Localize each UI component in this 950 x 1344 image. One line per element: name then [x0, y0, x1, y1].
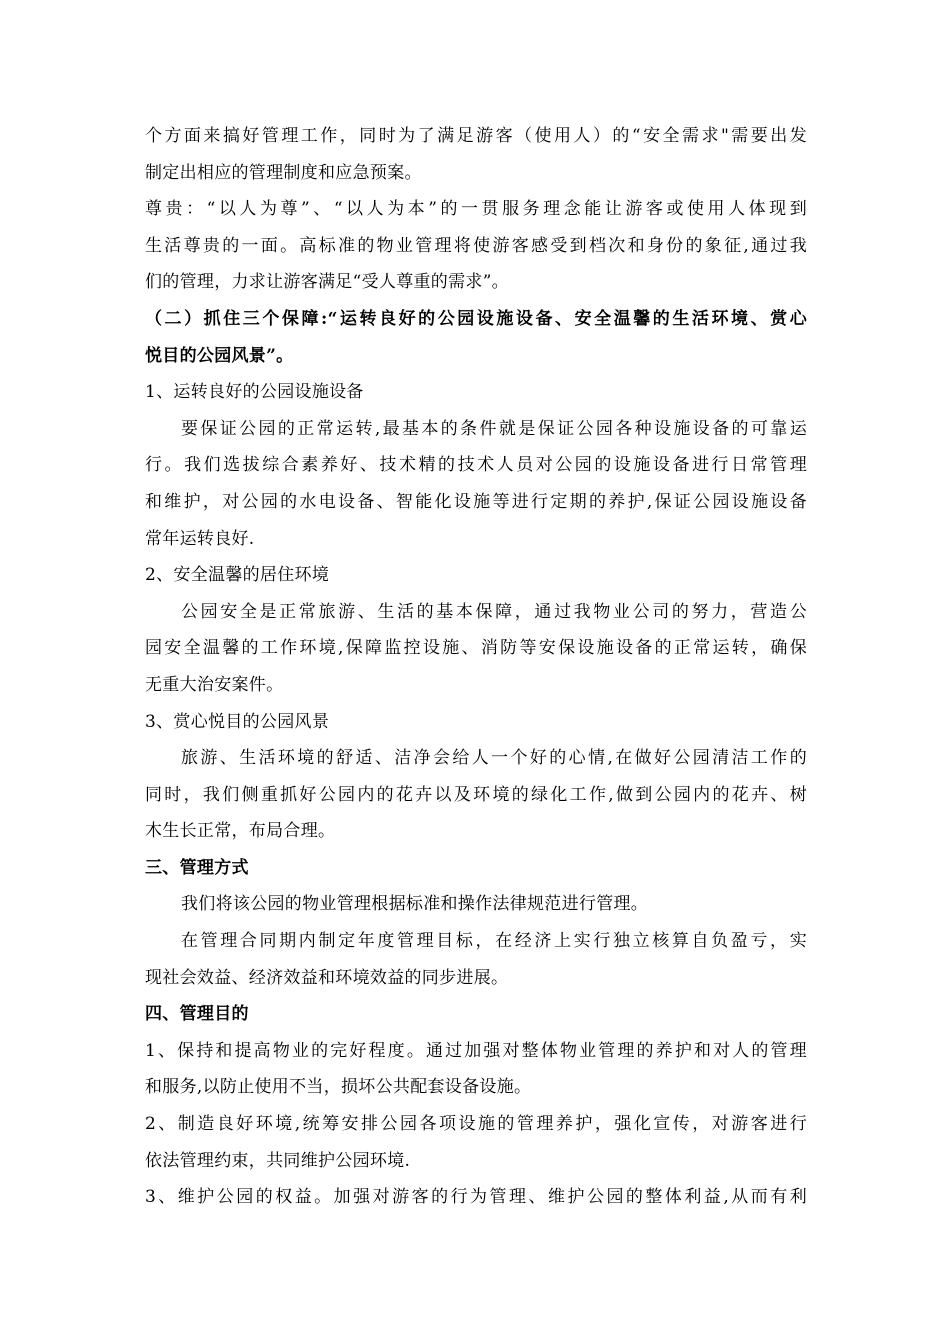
text-line: 和服务,以防止使用不当，损坏公共配套设备设施。 — [145, 1077, 532, 1098]
text-line: 3、维护公园的权益。加强对游客的行为管理、维护公园的整体利益,从而有利 — [145, 1187, 807, 1208]
text-line: 园安全温馨的工作环境,保障监控设施、消防等安保设施设备的正常运转，确保 — [145, 638, 807, 659]
text-line: 旅游、生活环境的舒适、洁净会给人一个好的心情,在做好公园清洁工作的 — [181, 748, 807, 769]
text-line: 1、保持和提高物业的完好程度。通过加强对整体物业管理的养护和对人的管理 — [145, 1040, 807, 1061]
section-heading: （二）抓住三个保障:“运转良好的公园设施设备、安全温馨的生活环境、赏心 — [145, 308, 807, 329]
text-line: 木生长正常，布局合理。 — [145, 821, 336, 842]
text-line: 们的管理，力求让游客满足“受人尊重的需求”。 — [145, 272, 509, 293]
text-line: 常年运转良好. — [145, 528, 255, 549]
section-heading: 四、管理目的 — [145, 1004, 249, 1025]
text-line: 3、赏心悦目的公园风景 — [145, 711, 330, 732]
section-heading: 悦目的公园风景”。 — [145, 345, 294, 366]
text-line: 行。我们选拔综合素养好、技术精的技术人员对公园的设施设备进行日常管理 — [145, 455, 807, 476]
text-line: 尊贵：“以人为尊”、“以人为本”的一贯服务理念能让游客或使用人体现到 — [145, 199, 807, 220]
text-line: 同时，我们侧重抓好公园内的花卉以及环境的绿化工作,做到公园内的花卉、树 — [145, 784, 807, 805]
text-line: 公园安全是正常旅游、生活的基本保障，通过我物业公司的努力，营造公 — [181, 601, 807, 622]
text-line: 无重大治安案件。 — [145, 674, 284, 695]
text-line: 2、安全温馨的居住环境 — [145, 565, 330, 586]
text-line: 要保证公园的正常运转,最基本的条件就是保证公园各种设施设备的可靠运 — [181, 418, 807, 439]
document-page — [145, 118, 807, 1216]
text-line: 个方面来搞好管理工作，同时为了满足游客（使用人）的“安全需求"需要出发 — [145, 126, 807, 146]
text-line: 生活尊贵的一面。高标准的物业管理将使游客感受到档次和身份的象征,通过我 — [145, 235, 807, 256]
text-line: 2、制造良好环境,统筹安排公园各项设施的管理养护，强化宣传，对游客进行 — [145, 1114, 807, 1135]
text-line: 我们将该公园的物业管理根据标准和操作法律规范进行管理。 — [181, 894, 649, 915]
text-line: 和维护，对公园的水电设备、智能化设施等进行定期的养护,保证公园设施设备 — [145, 491, 807, 512]
text-line: 制定出相应的管理制度和应急预案。 — [145, 162, 422, 183]
text-line: 现社会效益、经济效益和环境效益的同步进展。 — [145, 967, 509, 988]
text-line: 在管理合同期内制定年度管理目标，在经济上实行独立核算自负盈亏，实 — [181, 931, 807, 952]
text-line: 依法管理约束，共同维护公园环境. — [145, 1150, 411, 1171]
text-line: 1、运转良好的公园设施设备 — [145, 382, 364, 403]
section-heading: 三、管理方式 — [145, 857, 249, 878]
